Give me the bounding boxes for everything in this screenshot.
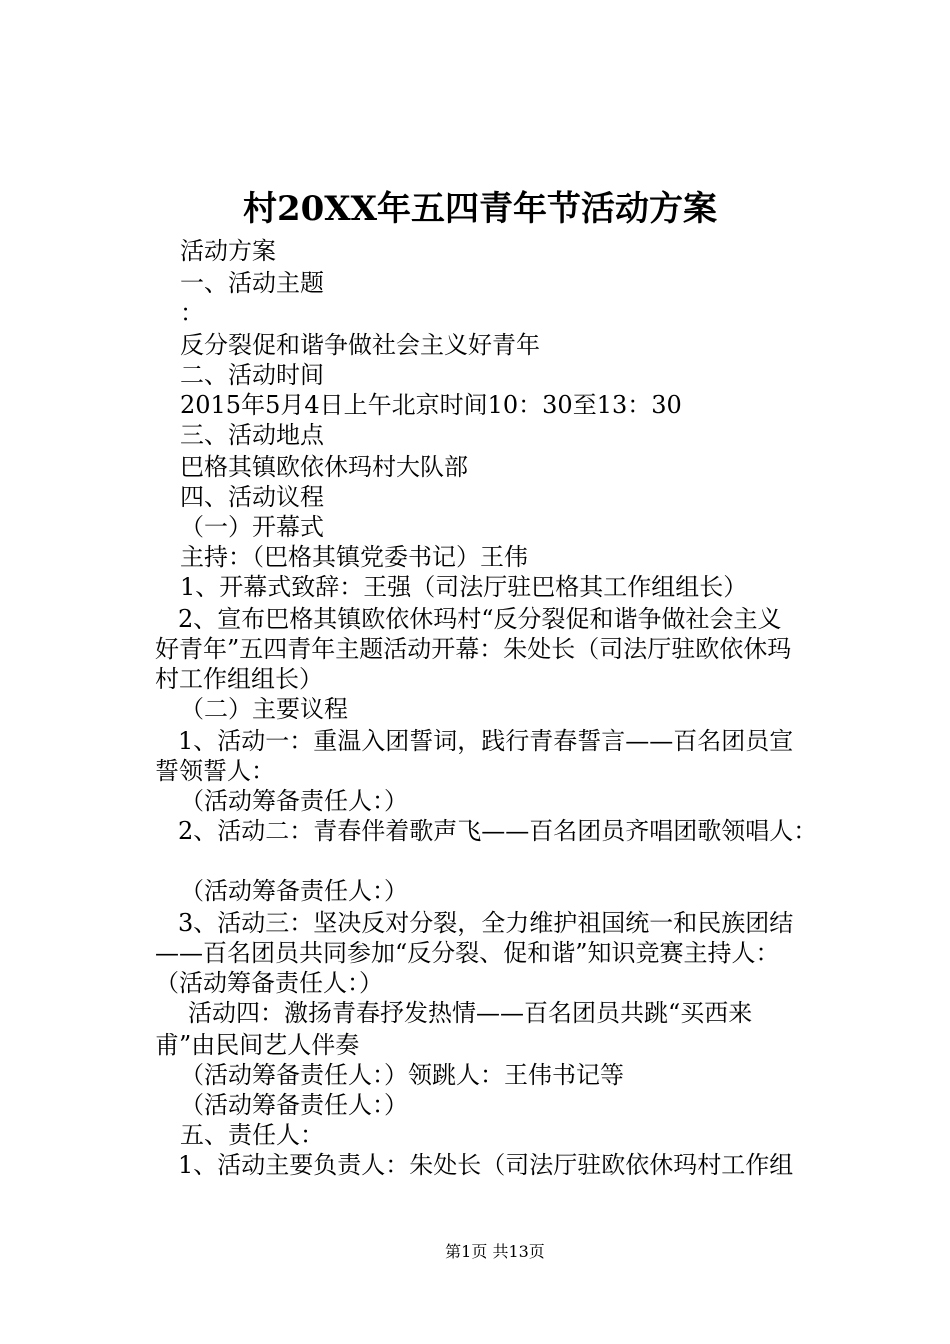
text-line: （活动筹备责任人：）: [180, 877, 408, 905]
text-line: 1、开幕式致辞：王强（司法厅驻巴格其工作组组长）: [180, 573, 748, 601]
text-line: 主持：（巴格其镇党委书记）王伟: [180, 543, 528, 571]
text-line: 活动四：激扬青春抒发热情——百名团员共跳“买西来: [188, 999, 753, 1027]
text-line: 3、活动三：坚决反对分裂，全力维护祖国统一和民族团结: [178, 909, 794, 937]
text-line: ：: [180, 299, 204, 327]
text-line: 2015年5月4日上午北京时间10：30至13：30: [180, 391, 682, 419]
text-line: 五、责任人：: [180, 1121, 324, 1149]
text-line: 活动方案: [180, 237, 276, 265]
text-line: （活动筹备责任人：）领跳人：王伟书记等: [180, 1061, 624, 1089]
text-line: 甫”由民间艺人伴奏: [155, 1031, 360, 1059]
text-line: （活动筹备责任人：）: [155, 969, 383, 997]
text-line: 1、活动主要负责人：朱处长（司法厅驻欧依休玛村工作组: [178, 1151, 794, 1179]
text-line: 巴格其镇欧依休玛村大队部: [180, 453, 468, 481]
text-line: ——百名团员共同参加“反分裂、促和谐”知识竞赛主持人：: [155, 939, 780, 967]
text-line: （二）主要议程: [180, 695, 348, 723]
document-title: 村20XX年五四青年节活动方案: [242, 189, 718, 229]
text-line: 三、活动地点: [180, 421, 324, 449]
page-footer: 第1页 共13页: [445, 1242, 545, 1261]
text-line: 一、活动主题: [180, 269, 324, 297]
text-line: （活动筹备责任人：）: [180, 1091, 408, 1119]
text-line: 1、活动一：重温入团誓词，践行青春誓言——百名团员宣: [178, 727, 794, 755]
text-line: 二、活动时间: [180, 361, 324, 389]
text-line: 2、宣布巴格其镇欧依休玛村“反分裂促和谐争做社会主义: [178, 605, 782, 633]
text-line: 四、活动议程: [180, 483, 324, 511]
text-line: 反分裂促和谐争做社会主义好青年: [180, 331, 540, 359]
text-line: 誓领誓人：: [155, 757, 275, 785]
text-line: 村工作组组长）: [155, 665, 323, 693]
text-line: 2、活动二：青春伴着歌声飞——百名团员齐唱团歌领唱人：: [178, 817, 818, 845]
text-line: （一）开幕式: [180, 513, 324, 541]
text-line: 好青年”五四青年主题活动开幕：朱处长（司法厅驻欧依休玛: [155, 635, 792, 663]
text-line: （活动筹备责任人：）: [180, 787, 408, 815]
